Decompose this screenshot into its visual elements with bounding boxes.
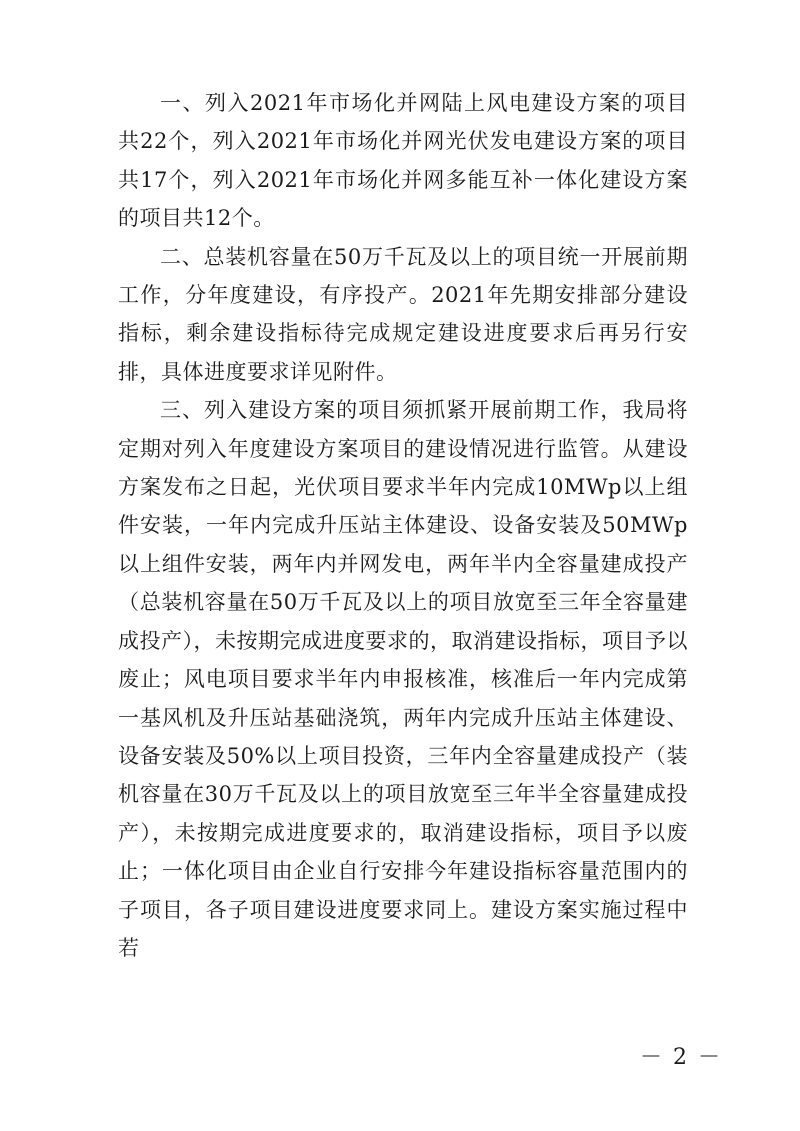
paragraph-1: 一、列入2021年市场化并网陆上风电建设方案的项目共22个，列入2021年市场化并网光伏发电建设方案的项目共17个，列入2021年市场化并网多能互补一体化建设方案的项目共12个。 — [118, 91, 688, 231]
document-body — [118, 84, 688, 967]
paragraph-3: 三、列入建设方案的项目须抓紧开展前期工作，我局将定期对列入年度建设方案项目的建设情况进行监管。从建设方案发布之日起，光伏项目要求半年内完成10MWp以上组件安装，一年内完成升压站主体建设、设备安装及50MWp以上组件安装，两年内并网发电，两年半内全容量建成投产（总装机容量在50万千瓦及以上的项目放宽至三年全容量建成投产），未按期完成进度要求的，取消建设指标，项目予以废止；风电项目要求半年内申报核准，核准后一年内完成第一基风机及升压站基础浇筑，两年内完成升压站主体建设、设备安装及50%以上项目投资，三年内全容量建成投产（装机容量在30万千瓦及以上的项目放宽至三年半全容量建成投产），未按期完成进度要求的，取消建设指标，项目予以废止；一体化项目由企业自行安排今年建设指标容量范围内的子项目，各子项目建设进度要求同上。建设方案实施过程中若 — [118, 398, 688, 960]
paragraph-2: 二、总装机容量在50万千瓦及以上的项目统一开展前期工作，分年度建设，有序投产。2021年先期安排部分建设指标，剩余建设指标待完成规定建设进度要求后再另行安排，具体进度要求详见附件。 — [118, 244, 688, 384]
page-number: － 2 － — [640, 1045, 722, 1070]
